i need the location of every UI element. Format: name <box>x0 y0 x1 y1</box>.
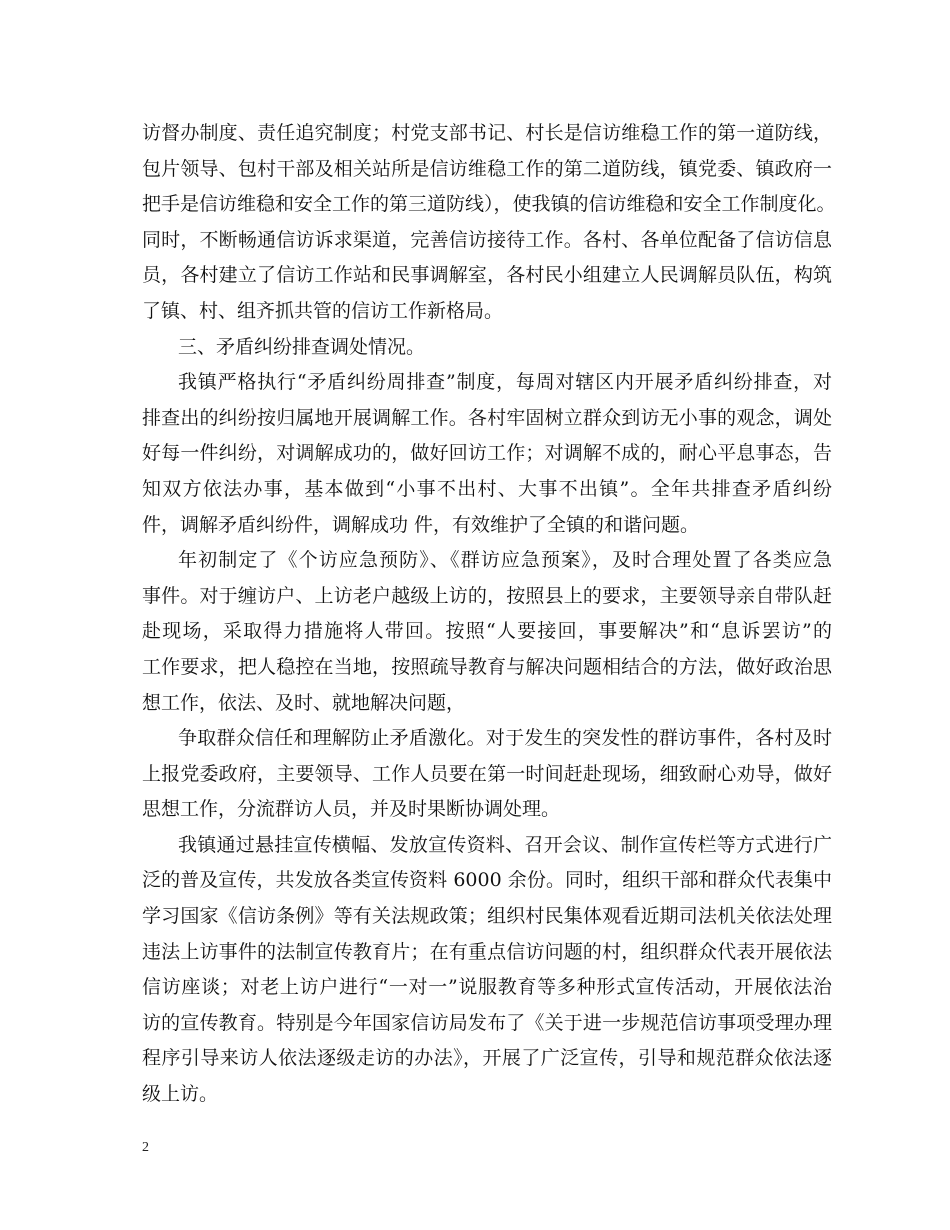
page-number: 2 <box>142 1140 149 1155</box>
text-line: 同时，不断畅通信访诉求渠道，完善信访接待工作。各村、各单位配备了信访信息 <box>142 228 832 251</box>
text-line: 我镇通过悬挂宣传横幅、发放宣传资料、召开会议、制作宣传栏等方式进行广 <box>178 833 832 856</box>
text-line: 把手是信访维稳和安全工作的第三道防线），使我镇的信访维稳和安全工作制度化。 <box>142 193 836 216</box>
text-line: 信访座谈；对老上访户进行“一对一”说服教育等多种形式宣传活动，开展依法治 <box>142 976 832 999</box>
text-line: 了镇、村、组齐抓共管的信访工作新格局。 <box>142 299 504 322</box>
text-line: 访督办制度、责任追究制度；村党支部书记、村长是信访维稳工作的第一道防线， <box>142 122 832 144</box>
text-line: 程序引导来访人依法逐级走访的办法》，开展了广泛宣传，引导和规范群众依法逐 <box>142 1047 832 1070</box>
text-line: 上报党委政府，主要领导、工作人员要在第一时间赶赴现场，细致耐心劝导，做好 <box>142 762 832 785</box>
text-line: 违法上访事件的法制宣传教育片；在有重点信访问题的村，组织群众代表开展依法 <box>142 940 832 963</box>
text-line: 泛的普及宣传，共发放各类宣传资料 6000 余份。同时，组织干部和群众代表集中 <box>142 869 832 892</box>
text-line: 我镇严格执行“矛盾纠纷周排查”制度，每周对辖区内开展矛盾纠纷排查，对 <box>178 371 832 394</box>
text-line: 学习国家《信访条例》等有关法规政策；组织村民集体观看近期司法机关依法处理 <box>142 905 832 928</box>
text-line: 想工作，依法、及时、就地解决问题， <box>142 691 466 714</box>
text-line: 员，各村建立了信访工作站和民事调解室，各村民小组建立人民调解员队伍，构筑 <box>142 264 832 287</box>
section-heading: 三、矛盾纠纷排查调处情况。 <box>178 335 426 358</box>
text-line: 排查出的纠纷按归属地开展调解工作。各村牢固树立群众到访无小事的观念，调处 <box>142 406 832 429</box>
text-line: 知双方依法办事，基本做到“小事不出村、大事不出镇”。全年共排查矛盾纠纷 <box>142 477 832 500</box>
text-line: 件，调解矛盾纠纷件，调解成功 件，有效维护了全镇的和谐问题。 <box>142 513 700 536</box>
document-body <box>142 116 836 1113</box>
text-line: 工作要求，把人稳控在当地，按照疏导教育与解决问题相结合的方法，做好政治思 <box>142 655 832 678</box>
text-line: 级上访。 <box>142 1083 219 1106</box>
text-line: 争取群众信任和理解防止矛盾激化。对于发生的突发性的群访事件，各村及时 <box>178 727 832 750</box>
text-line: 年初制定了《个访应急预防》、《群访应急预案》，及时合理处置了各类应急 <box>178 549 832 572</box>
text-line: 赴现场，采取得力措施将人带回。按照“人要接回，事要解决”和“息诉罢访”的 <box>142 620 832 643</box>
text-line: 访的宣传教育。特别是今年国家信访局发布了《关于进一步规范信访事项受理办理 <box>142 1011 832 1034</box>
text-line: 事件。对于缠访户、上访老户越级上访的，按照县上的要求，主要领导亲自带队赶 <box>142 584 832 607</box>
text-line: 思想工作，分流群访人员，并及时果断协调处理。 <box>142 798 561 821</box>
text-line: 包片领导、包村干部及相关站所是信访维稳工作的第二道防线，镇党委、镇政府一 <box>142 157 832 180</box>
text-line: 好每一件纠纷，对调解成功的，做好回访工作；对调解不成的，耐心平息事态，告 <box>142 442 832 465</box>
